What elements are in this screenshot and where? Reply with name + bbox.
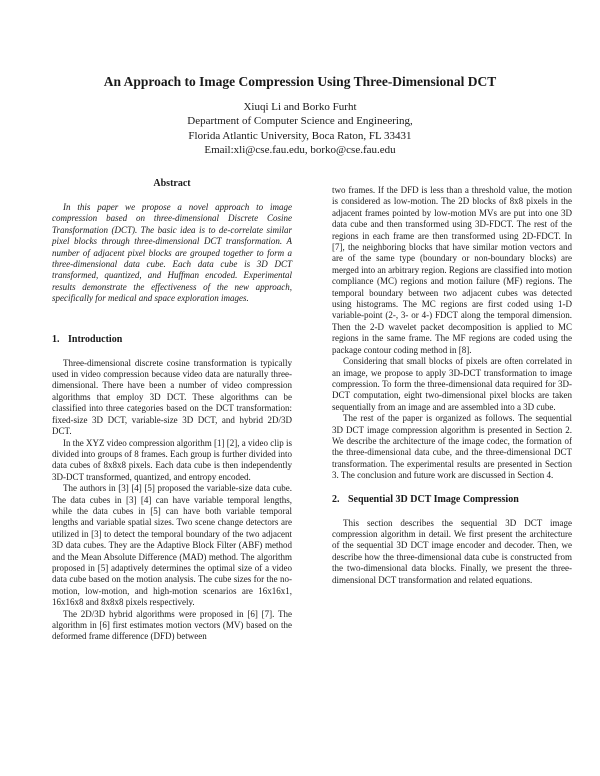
section-heading-introduction (52, 334, 292, 346)
abstract-heading: Abstract (153, 178, 191, 189)
section-number: 2. (332, 493, 340, 505)
author-names: Xiuqi Li and Borko Furht (243, 101, 357, 113)
section-title: Sequential 3D DCT Image Compression (348, 493, 519, 505)
abstract-text: In this paper we propose a novel approach to image compression based on three-dimensional Discrete Cosine Transformation (DCT). The basic idea is to de-correlate similar pixel blocks through three-dimensional DCT transformation. A number of adjacent pixel blocks are grouped together to form a three-dimensional data cube. Each data cube is 3D DCT transformed, quantized, and Huffman encoded. Experimental results demonstrate the effectiveness of the new approach, specifically for medical and space exploration images. (52, 202, 292, 304)
body-paragraph: The 2D/3D hybrid algorithms were proposed in [6] [7]. The algorithm in [6] first estimates motion vectors (MV) based on the deformed frame difference (DFD) between (52, 608, 292, 642)
section-heading-sequential-3d-dct (332, 494, 572, 506)
body-paragraph: Considering that small blocks of pixels are often correlated in an image, we propose to apply 3D-DCT transformation to image compression. To form the three-dimensional data required for 3D-DCT computation, eight two-dimensional pixel blocks are taken sequentially from an image and are assembled into a 3D cube. (332, 356, 572, 412)
left-column (52, 178, 292, 643)
body-paragraph: The authors in [3] [4] [5] proposed the variable-size data cube. The data cubes in [3] [4] can have variable temporal lengths, while the data cubes in [5] can have both variable temporal lengths and variable spatial sizes. Two scene change detectors are utilized in [3] to detect the temporal boundary of the two adjacent 3D data cubes. They are the Adaptive Block Filter (ABF) method and the Mean Absolute Difference (MAD) method. The algorithm proposed in [5] adaptively determines the optimal size of a video data cube based on the motion analysis. The cube sizes for the no-motion, low-motion, and high-motion scenarios are 16x16x1, 16x16x8 and 8x8x8 pixels respectively. (52, 483, 292, 608)
section-title: Introduction (68, 333, 123, 345)
author-block (100, 100, 500, 157)
right-column (332, 185, 572, 586)
body-paragraph: The rest of the paper is organized as follows. The sequential 3D DCT image compression algorithm is presented in Section 2. We describe the architecture of the image codec, the formation of the three-dimensional data cube, and the three-dimensional DCT transformation. The experimental results are presented in Section 3. The conclusion and future work are discussed in Section 4. (332, 413, 572, 481)
section-number: 1. (52, 333, 60, 345)
body-paragraph: In the XYZ video compression algorithm [1] [2], a video clip is divided into groups of 8 frames. Each group is further divided into data cubes of 8x8x8 pixels. Each data cube is then independently 3D-DCT transformed, quantized, and entropy encoded. (52, 437, 292, 482)
paper-title: An Approach to Image Compression Using Three-Dimensional DCT (103, 74, 497, 89)
affiliation-university: Florida Atlantic University, Boca Raton, FL 33431 (188, 129, 412, 142)
body-paragraph: Three-dimensional discrete cosine transformation is typically used in video compression because video data are naturally three-dimensional. There have been a number of video compression algorithms that employ 3D DCT. These algorithms can be classified into three categories based on the DCT transformation: fixed-size 3D DCT, variable-size 3D DCT, and hybrid 2D/3D DCT. (52, 357, 292, 437)
affiliation-department: Department of Computer Science and Engineering, (187, 115, 413, 128)
author-email: Email:xli@cse.fau.edu, borko@cse.fau.edu (204, 143, 396, 156)
body-paragraph: This section describes the sequential 3D DCT image compression algorithm in detail. We first present the architecture of the sequential 3D DCT image encoder and decoder. Then, we describe how the three-dimensional data cube is constructed from the two-dimensional data blocks. Finally, we present the three-dimensional DCT transformation and related equations. (332, 517, 572, 585)
body-paragraph: two frames. If the DFD is less than a threshold value, the motion is considered as low-motion. The 2D blocks of 8x8 pixels in the adjacent frames pointed by low-motion MVs are put into one 3D data cube and then transformed using 3D-FDCT. The rest of the regions in each frame are then transformed using 2D-FDCT. In [7], the neighboring blocks that have similar motion vectors and are of the same type (boundary or non-boundary blocks) are merged into an arbitrary region. Regions are classified into motion compliance (MC) regions and motion failure (MF) regions. The temporal boundary between two adjacent cubes was detected using histograms. The MC regions are first coded using 1-D variable-point (2-, 3- or 4-) FDCT along the temporal dimension. Then the 2-D wavelet packet decomposition is applied to MC regions in the same frame. The MF regions are coded using the package contour coding method in [8]. (332, 185, 572, 355)
